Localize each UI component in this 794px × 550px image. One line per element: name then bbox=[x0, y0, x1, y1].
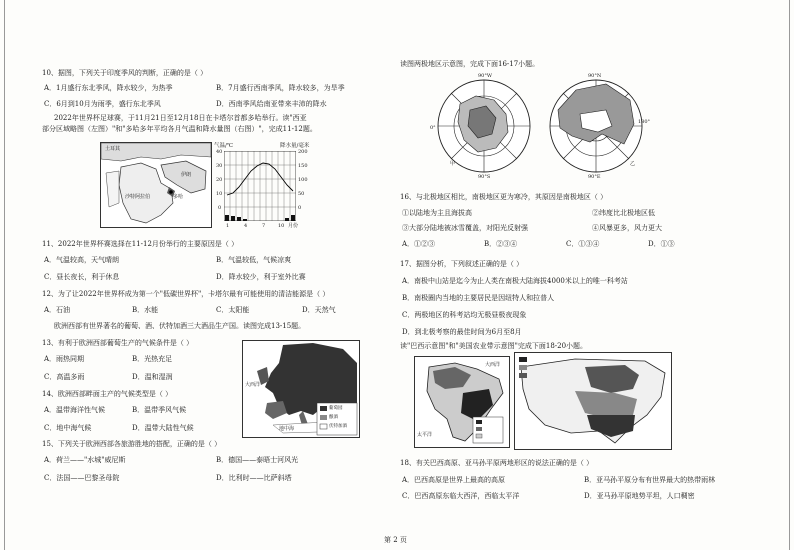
europe-west-map bbox=[242, 340, 360, 438]
q17-option-c[interactable]: C．两极地区的科考站均无极昼极夜现象 bbox=[402, 311, 527, 319]
intro16: 读图两极地区示意图，完成下面16-17小题。 bbox=[400, 60, 540, 68]
polar-map-left bbox=[438, 80, 530, 172]
scan-edge-right bbox=[789, 0, 790, 550]
clim-tick-t30: 30 bbox=[216, 163, 223, 169]
q10-option-c[interactable]: C．6月到10月为雨季，盛行东北季风 bbox=[44, 100, 161, 108]
q12-option-b[interactable]: B．水能 bbox=[132, 306, 159, 314]
clim-tick-p150: 150 bbox=[298, 163, 308, 169]
clim-month-1: 1 bbox=[226, 223, 230, 229]
polar-map-right bbox=[550, 80, 642, 172]
polar-label-90s: 90°S bbox=[478, 174, 491, 180]
page-number: 第 2 页 bbox=[384, 536, 407, 544]
polar-map-b-label: 乙 bbox=[630, 161, 636, 167]
map1-label-iran: 伊朗 bbox=[181, 172, 192, 178]
q13-option-b[interactable]: B．光热充足 bbox=[132, 355, 173, 363]
clim-tick-p200: 200 bbox=[298, 149, 308, 155]
q15-option-c[interactable]: C．法国——巴黎圣母院 bbox=[44, 474, 120, 482]
q16-stem: 16、与北极地区相比，南极地区更为寒冷，其原因是南极地区（ ） bbox=[400, 193, 608, 201]
q10-option-a[interactable]: A．1月盛行东北季风，降水较少，为热季 bbox=[44, 84, 173, 92]
q11-option-c[interactable]: C．昼长夜长，利于休息 bbox=[44, 273, 120, 281]
q13-option-a[interactable]: A．雨热同期 bbox=[44, 355, 85, 363]
q18-stem: 18、有关巴西高原、亚马孙平原两地形区的说法正确的是（ ） bbox=[400, 459, 594, 467]
usa-agriculture-map bbox=[514, 352, 672, 450]
map2-legend-winery: 酿酒 bbox=[329, 415, 338, 420]
q10-option-d[interactable]: D．西南季风给南亚带来丰沛的降水 bbox=[216, 100, 327, 108]
intro11-line2: 部分区域略图（左图）"和"多哈多年平均各月气温和降水量图（右图）"，完成11-12题。 bbox=[42, 125, 317, 133]
map2-label-mediterranean: 地中海 bbox=[279, 426, 295, 432]
q17-option-b[interactable]: B．南极圈内当地的主要居民是因纽特人和拉普人 bbox=[402, 294, 555, 302]
map3-label-pacific: 太平洋 bbox=[417, 432, 433, 438]
polar-label-90w: 90°W bbox=[478, 73, 493, 79]
clim-tick-p100: 100 bbox=[298, 177, 308, 183]
q10-stem: 10、据图，下列关于印度季风的判断，正确的是（ ） bbox=[42, 69, 208, 77]
polar-map-a-label: 甲 bbox=[450, 161, 456, 167]
q16-statement-3: ③大部分陆地被冰雪覆盖，对阳光反射强 bbox=[402, 224, 528, 232]
q17-stem: 17、据图分析，下列叙述正确的是（ ） bbox=[400, 260, 524, 268]
polar-label-90e: 90°E bbox=[588, 174, 601, 180]
q12-option-d[interactable]: D．天然气 bbox=[302, 306, 336, 314]
q14-stem: 14、欧洲西部畔面主产的气候类型是（ ） bbox=[42, 390, 173, 398]
clim-month-7: 7 bbox=[262, 223, 266, 229]
q16-statement-1: ①以陆地为主且海拔高 bbox=[402, 209, 472, 217]
q15-stem: 15、下列关于欧洲西部各旅游胜地的搭配，正确的是（ ） bbox=[42, 440, 222, 448]
q17-option-a[interactable]: A．南极中山站是迄今为止人类在南极大陆海拔4000米以上的唯一科考站 bbox=[402, 277, 628, 285]
q11-option-a[interactable]: A．气温较高，天气晴朗 bbox=[44, 256, 120, 264]
q11-option-d[interactable]: D．降水较少，利于室外比赛 bbox=[216, 273, 306, 281]
polar-label-90n: 90°N bbox=[588, 73, 602, 79]
clim-month-4: 4 bbox=[244, 223, 248, 229]
q13-option-c[interactable]: C．高温多雨 bbox=[44, 373, 85, 381]
q15-option-b[interactable]: B．德国——泰晤士河风光 bbox=[216, 456, 299, 464]
q11-option-b[interactable]: B．气温较低，气候凉爽 bbox=[216, 256, 292, 264]
q14-option-b[interactable]: B．温带季风气候 bbox=[132, 406, 187, 414]
q15-option-d[interactable]: D．比利时——比萨斜塔 bbox=[216, 474, 292, 482]
clim-tick-t0: 0 bbox=[218, 205, 222, 211]
q14-option-d[interactable]: D．温带大陆性气候 bbox=[132, 424, 194, 432]
clim-tick-t10: 10 bbox=[216, 191, 223, 197]
q12-option-a[interactable]: A．石油 bbox=[44, 306, 71, 314]
q12-stem: 12、为了让2022年世界杯成为第一个"低碳世界杯"，卡塔尔最有可能使用的清洁能源是（ ） bbox=[42, 290, 330, 298]
clim-ylabel-right: 降水量/毫米 bbox=[280, 143, 310, 149]
clim-tick-p0: 0 bbox=[298, 205, 302, 211]
q15-option-a[interactable]: A．荷兰——"水城"威尼斯 bbox=[44, 456, 126, 464]
q16-statement-2: ②纬度比北极地区低 bbox=[592, 209, 655, 217]
q18-option-c[interactable]: C．巴西高原东临大西洋，西临太平洋 bbox=[402, 492, 520, 500]
scan-edge-left bbox=[4, 0, 5, 550]
clim-tick-t40: 40 bbox=[216, 149, 223, 155]
q16-option-c[interactable]: C．①③④ bbox=[566, 240, 600, 248]
right-column bbox=[400, 0, 780, 550]
doha-climate-chart bbox=[208, 142, 320, 234]
q14-option-a[interactable]: A．温带海洋性气候 bbox=[44, 406, 106, 414]
map1-label-doha: 多哈 bbox=[173, 194, 184, 200]
clim-ylabel-left: 气温/℃ bbox=[214, 143, 234, 149]
polar-label-180: 180° bbox=[638, 119, 651, 125]
clim-month-10: 10 bbox=[278, 223, 285, 229]
map2-legend-vineyard: 葡萄园 bbox=[329, 406, 343, 411]
map2-label-atlantic: 大西洋 bbox=[245, 382, 261, 388]
polar-label-0: 0° bbox=[430, 125, 436, 131]
q12-option-c[interactable]: C．太阳能 bbox=[216, 306, 250, 314]
intro11-line1: 2022年世界杯足球赛，于11月21日至12月18日在卡塔尔首都多哈举行。读"西亚 bbox=[54, 114, 307, 122]
q18-option-a[interactable]: A．巴西高原是世界上最高的高原 bbox=[402, 476, 506, 484]
west-asia-map bbox=[100, 142, 212, 228]
q16-statement-4: ④风暴更多，风力更大 bbox=[592, 224, 662, 232]
intro18: 读"巴西示意图"和"美国农业带示意图"完成下面18-20小题。 bbox=[400, 342, 588, 350]
q10-option-b[interactable]: B．7月盛行西南季风，降水较多，为旱季 bbox=[216, 84, 345, 92]
map1-label-saudi: 沙特阿拉伯 bbox=[125, 194, 151, 200]
clim-tick-t20: 20 bbox=[216, 177, 223, 183]
q18-option-d[interactable]: D．亚马孙平原地势平坦，人口稠密 bbox=[584, 492, 695, 500]
intro13: 欧洲西部有世界著名的葡萄、酒、伏特加酒三大酒品生产国。读图完成13-15题。 bbox=[54, 322, 306, 330]
q14-option-c[interactable]: C．地中海气候 bbox=[44, 424, 92, 432]
q16-option-a[interactable]: A．①②③ bbox=[402, 240, 436, 248]
q16-option-b[interactable]: B．②③④ bbox=[484, 240, 518, 248]
q13-stem: 13、有利于欧洲西部葡萄生产的气候条件是（ ） bbox=[42, 339, 194, 347]
q17-option-d[interactable]: D．到北极考察的最佳时间为6月至8月 bbox=[402, 328, 522, 336]
q18-option-b[interactable]: B．亚马孙平原分布有世界最大的热带雨林 bbox=[584, 476, 716, 484]
clim-xlabel: 月份 bbox=[288, 223, 299, 229]
brazil-map bbox=[414, 356, 510, 448]
clim-tick-p50: 50 bbox=[298, 191, 305, 197]
polar-maps bbox=[430, 74, 650, 180]
q11-stem: 11、2022年世界杯赛选择在11-12月份举行的主要原因是（ ） bbox=[42, 240, 239, 248]
map2-legend-vodka: 伏特加酒 bbox=[329, 424, 347, 429]
q16-option-d[interactable]: D．①③ bbox=[648, 240, 675, 248]
left-column bbox=[30, 0, 410, 550]
map3-label-atlantic: 大西洋 bbox=[485, 362, 501, 368]
q13-option-d[interactable]: D．温和湿润 bbox=[132, 373, 173, 381]
map1-label-turkey: 土耳其 bbox=[105, 146, 121, 152]
